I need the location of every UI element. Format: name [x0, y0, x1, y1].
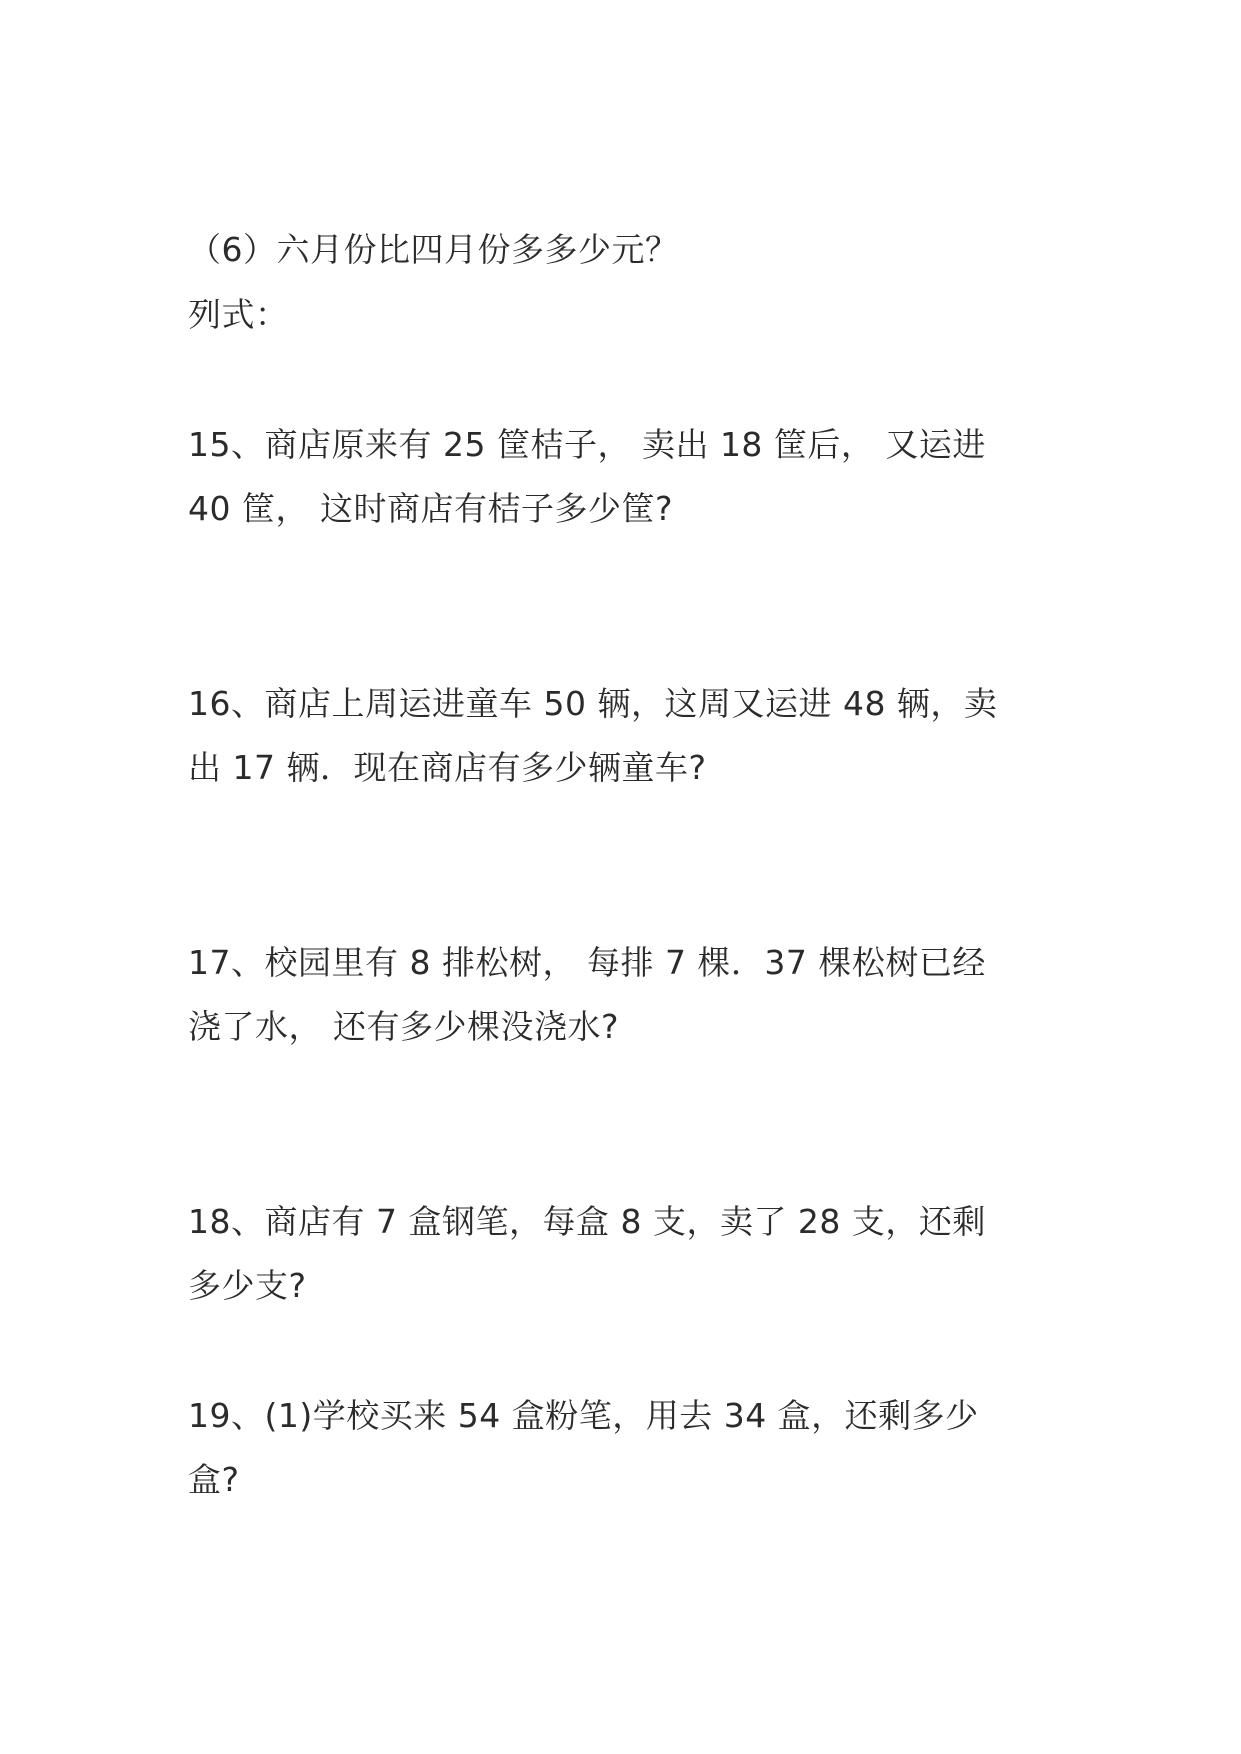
problem-18-line-2: 多少支?	[188, 1266, 307, 1305]
problem-17-line-2: 浇了水， 还有多少棵没浇水?	[188, 1007, 620, 1046]
problem-16-line-1: 16、商店上周运进童车 50 辆，这周又运进 48 辆，卖	[188, 684, 998, 723]
formula-label: 列式：	[188, 295, 289, 334]
problem-16-line-2: 出 17 辆．现在商店有多少辆童车?	[188, 748, 707, 787]
problem-19-line-1: 19、(1)学校买来 54 盒粉笔，用去 34 盒，还剩多少	[188, 1396, 979, 1435]
problem-15-line-1: 15、商店原来有 25 筐桔子， 卖出 18 筐后， 又运进	[188, 425, 986, 464]
sub-question-6: （6）六月份比四月份多多少元？	[188, 230, 679, 269]
problem-15-line-2: 40 筐， 这时商店有桔子多少筐?	[188, 489, 673, 528]
problem-17-line-1: 17、校园里有 8 排松树， 每排 7 棵．37 棵松树已经	[188, 943, 986, 982]
problem-19-line-2: 盒?	[188, 1460, 240, 1499]
problem-18-line-1: 18、商店有 7 盒钢笔，每盒 8 支，卖了 28 支，还剩	[188, 1202, 986, 1241]
